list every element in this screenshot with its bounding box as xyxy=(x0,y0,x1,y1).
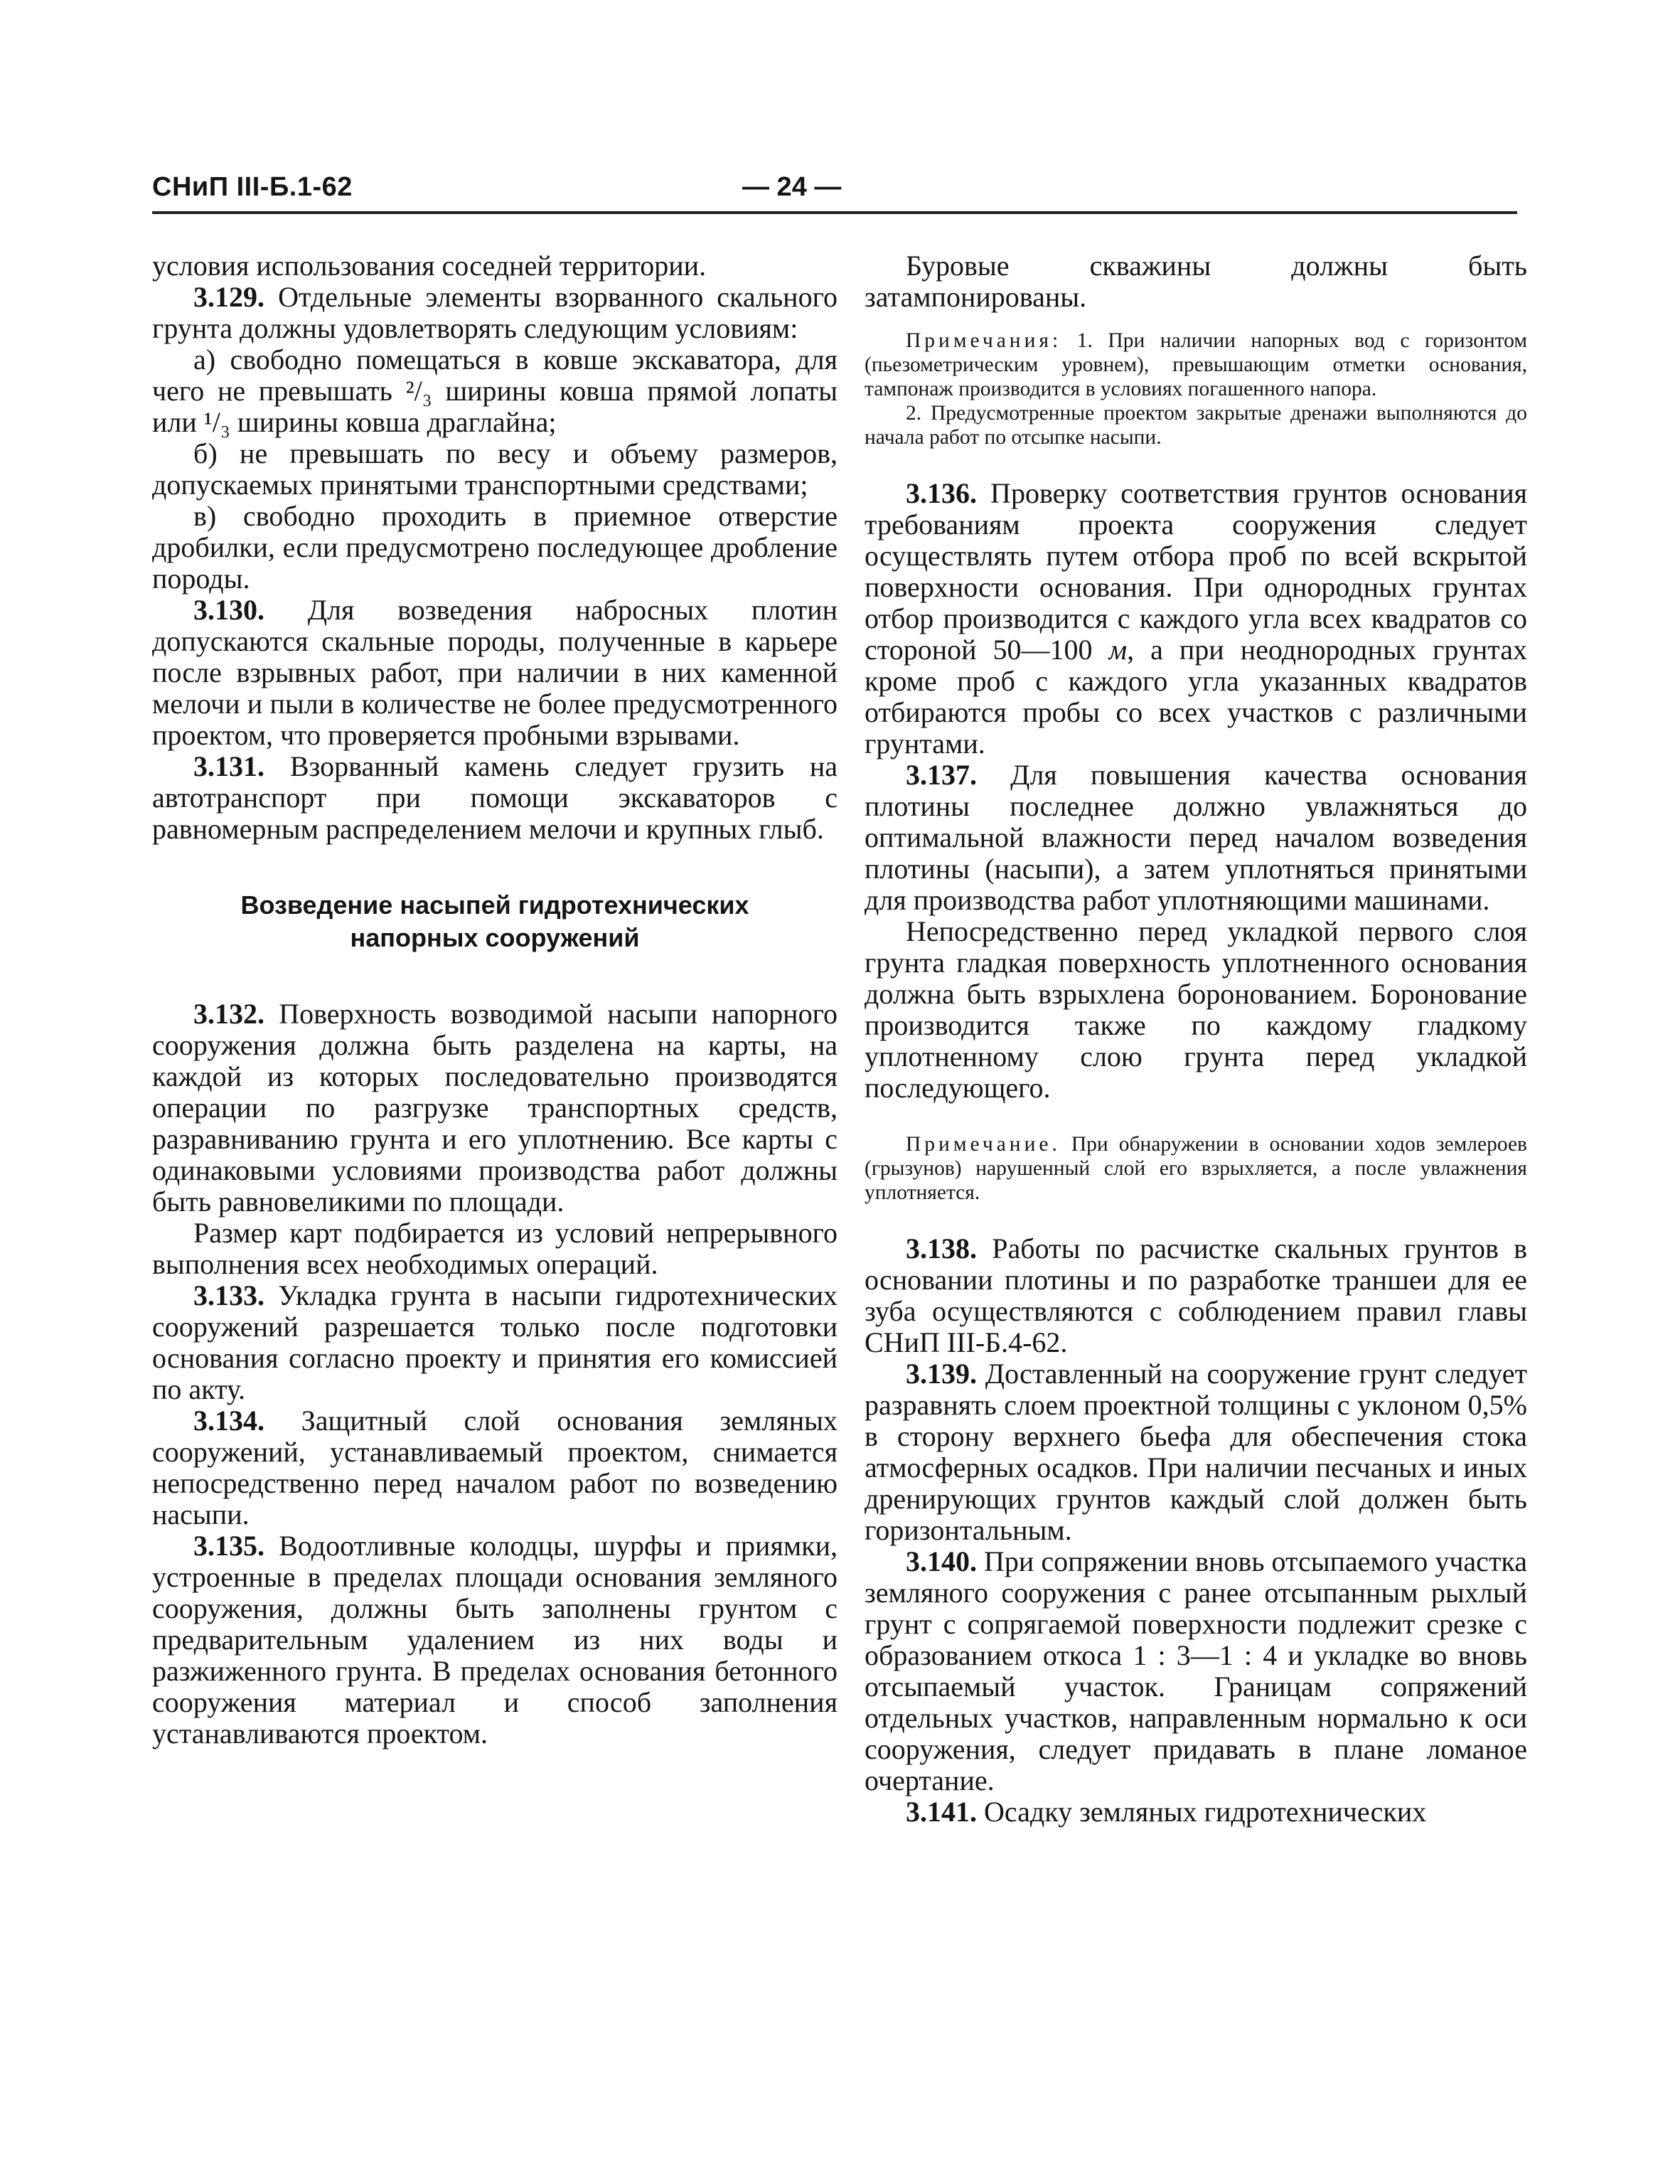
clause-number: 3.129. xyxy=(193,281,264,313)
clause-text: Для повышения качества основания плотины последнее должно увлажняться до оптимальной влажности перед началом возведения плотины (насыпи), а затем уплотняться принятыми для производства работ уплотняющими машинами. xyxy=(865,759,1527,916)
clause-text: При сопряжении вновь отсыпаемого участка земляного сооружения с ранее отсыпанным рыхлый грунт с сопрягаемой поверхности подлежит срезке с образованием откоса 1 : 3—1 : 4 и укладке во вновь отсыпаемый участок. Границам сопряжений отдельных участков, направленным нормально к оси сооружения, следует придавать в плане ломаное очертание. xyxy=(865,1545,1527,1796)
note-text: При обнаружении в основании ходов землероев (грызунов) нарушенный слой его взрыхляется, а после увлажнения уплотняется. xyxy=(865,1133,1527,1204)
fraction: ²/₃ xyxy=(405,375,432,407)
header-rule xyxy=(152,211,1517,214)
clause-3-136 xyxy=(865,478,1527,760)
spacer xyxy=(865,1205,1527,1233)
spacer xyxy=(152,845,838,889)
note-text: 1. При наличии напорных вод с горизонтом (пьезометрическим уровнем), превышающим отметки основания, тампонаж производится в условиях погашенного напора. xyxy=(865,329,1527,400)
clause-3-132 xyxy=(152,998,838,1218)
clause-text: Поверхность возводимой насыпи напорного сооружения должна быть разделена на карты, на каждой из которых последовательно производятся операции по разгрузке транспортных средств, разравниванию грунта и его уплотнению. Все карты с одинаковыми условиями производства работ должны быть равновеликими по площади. xyxy=(152,998,838,1218)
right-column xyxy=(865,250,1527,1828)
clause-number: 3.138. xyxy=(906,1232,977,1264)
boreholes-text: Буровые скважины должны быть затампонированы. xyxy=(865,250,1527,313)
clause-text: Проверку соответствия грунтов основания требованиям проекта сооружения следует осуществлять путем отбора проб по всей вскрытой поверхности основания. При однородных грунтах отбор производится с каждого угла всех квадратов со стороной 50—100 xyxy=(865,477,1527,666)
unit: м xyxy=(1108,634,1128,666)
clause-text: , а при неоднородных грунтах кроме проб с каждого угла указанных квадратов отбираются пробы со всех участков с различными грунтами. xyxy=(865,634,1527,760)
note-1 xyxy=(865,329,1527,401)
clause-3-137-continued: Непосредственно перед укладкой первого слоя грунта гладкая поверхность уплотненного основания должна быть взрыхлена боронованием. Боронование производится также по каждому гладкому уплотненному слою грунта перед укладкой последующего. xyxy=(865,915,1527,1104)
spacer xyxy=(865,313,1527,329)
list-item-a xyxy=(152,344,838,438)
clause-text: Осадку земляных гидротехнических xyxy=(977,1796,1427,1828)
page-header xyxy=(152,172,1517,215)
document-code: СНиП III-Б.1-62 xyxy=(152,172,353,202)
list-item-b: б) не превышать по весу и объему размеров, допускаемых принятыми транспортными средствами; xyxy=(152,437,838,501)
page-number: — 24 — xyxy=(742,172,842,202)
list-item-v: в) свободно проходить в приемное отверстие дробилки, если предусмотрено последующее дробление породы. xyxy=(152,500,838,595)
list-item-text: ширины ковша драглайна; xyxy=(230,406,557,438)
list-item-text: а) свободно помещаться в ковше экскаватора, для чего не превышать xyxy=(152,343,838,407)
clause-number: 3.136. xyxy=(906,477,977,509)
continued-text: условия использования соседней территории. xyxy=(152,250,707,282)
clause-number: 3.141. xyxy=(906,1796,977,1828)
spacer xyxy=(152,954,838,998)
clause-3-140 xyxy=(865,1546,1527,1796)
clause-number: 3.130. xyxy=(193,594,264,626)
clause-3-138 xyxy=(865,1233,1527,1358)
section-heading-line-1: Возведение насыпей гидротехнических xyxy=(240,890,749,920)
clause-3-133 xyxy=(152,1280,838,1405)
clause-3-139 xyxy=(865,1358,1527,1546)
clause-text: Доставленный на сооружение грунт следует разравнять слоем проектной толщины с уклоном 0,5% в сторону верхнего бьефа для обеспечения стока атмосферных осадков. При наличии песчаных и иных дренирующих грунтов каждый слой должен быть горизонтальным. xyxy=(865,1358,1527,1546)
clause-number: 3.135. xyxy=(193,1530,264,1562)
clause-3-135 xyxy=(152,1530,838,1749)
note-3 xyxy=(865,1132,1527,1205)
clause-3-132-continued: Размер карт подбирается из условий непрерывного выполнения всех необходимых операций. xyxy=(152,1217,838,1280)
clause-text: Защитный слой основания земляных сооружений, устанавливаемый проектом, снимается непосредственно перед началом работ по возведению насыпи. xyxy=(152,1405,838,1530)
spacer xyxy=(865,449,1527,478)
note-label: Примечания: xyxy=(906,329,1062,352)
clause-3-131 xyxy=(152,751,838,845)
clause-number: 3.140. xyxy=(906,1545,977,1577)
clause-number: 3.132. xyxy=(193,998,264,1030)
fraction: ¹/₃ xyxy=(203,406,230,438)
clause-3-129 xyxy=(152,282,838,344)
spacer xyxy=(865,1104,1527,1132)
note-2: 2. Предусмотренные проектом закрытые дренажи выполняются до начала работ по отсыпке насыпи. xyxy=(865,402,1527,449)
clause-number: 3.133. xyxy=(193,1279,264,1311)
left-column xyxy=(152,250,838,1749)
clause-number: 3.131. xyxy=(193,750,264,782)
clause-number: 3.139. xyxy=(906,1358,977,1390)
clause-text: Отдельные элементы взорванного скального грунта должны удовлетворять следующим условиям: xyxy=(152,281,838,344)
section-heading-line-2: напорных сооружений xyxy=(350,923,640,952)
clause-text: Укладка грунта в насыпи гидротехнических сооружений разрешается только после подготовки основания согласно проекту и принятия его комиссией по акту. xyxy=(152,1279,838,1405)
clause-number: 3.137. xyxy=(906,759,977,791)
section-heading xyxy=(152,889,838,954)
list-item-text: ширины ковша прямой лопаты или xyxy=(152,375,838,438)
clause-text: Взорванный камень следует грузить на автотранспорт при помощи экскаваторов с равномерным распределением мелочи и крупных глыб. xyxy=(152,750,838,845)
note-label: Примечание. xyxy=(906,1133,1061,1156)
clause-3-141 xyxy=(865,1796,1527,1828)
clause-text: Работы по расчистке скальных грунтов в основании плотины и по разработке траншеи для ее зуба осуществляются с соблюдением правил главы СНиП III-Б.4-62. xyxy=(865,1232,1527,1358)
clause-3-137 xyxy=(865,760,1527,916)
clause-3-134 xyxy=(152,1405,838,1530)
clause-text: Водоотливные колодцы, шурфы и приямки, устроенные в пределах площади основания земляного сооружения, должны быть заполнены грунтом с предварительным удалением из них воды и разжиженного грунта. В пределах основания бетонного сооружения материал и способ заполнения устанавливаются проектом. xyxy=(152,1530,838,1749)
clause-text: Для возведения набросных плотин допускаются скальные породы, полученные в карьере после взрывных работ, при наличии в них каменной мелочи и пыли в количестве не более предусмотренного проектом, что проверяется пробными взрывами. xyxy=(152,594,838,751)
clause-3-130 xyxy=(152,595,838,751)
clause-number: 3.134. xyxy=(193,1405,264,1437)
